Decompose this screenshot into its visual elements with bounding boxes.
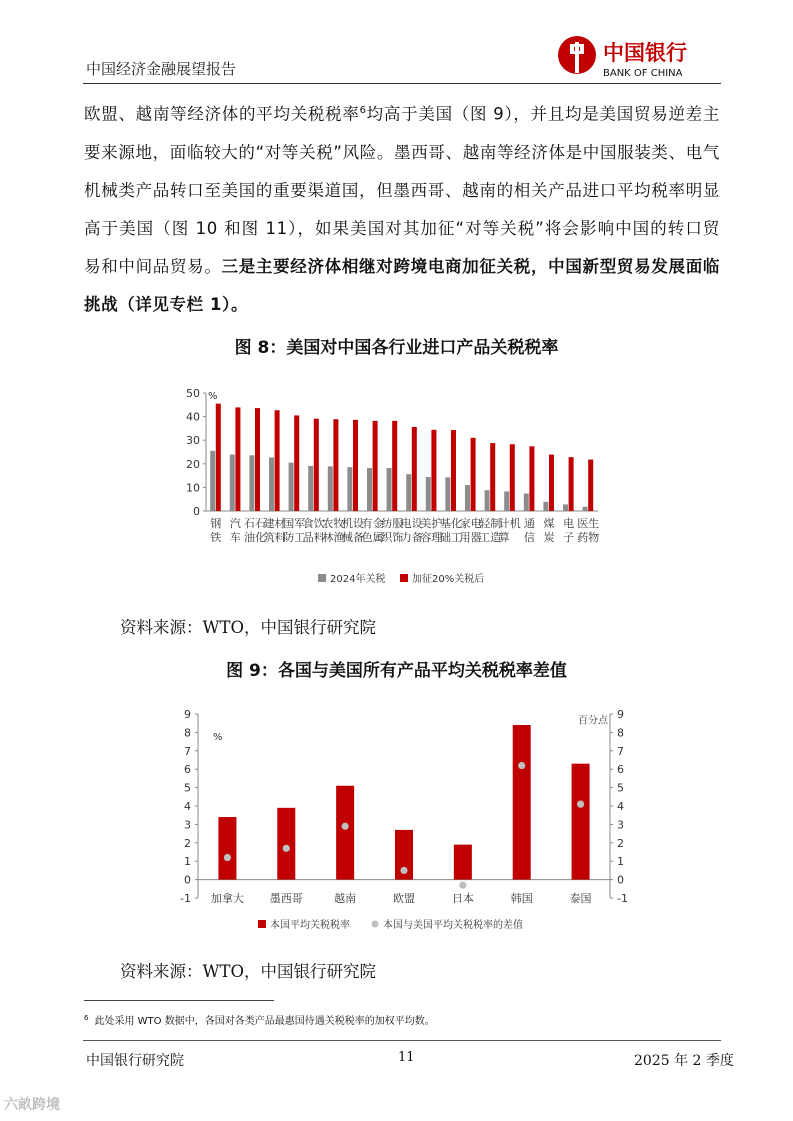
bar-tariff-plus20 (235, 407, 240, 511)
x-tick-label-char: 防 (283, 531, 295, 544)
right-y-tick-label: -1 (617, 892, 628, 905)
bar-tariff-plus20 (529, 446, 534, 511)
x-tick-label-char: 工 (451, 531, 462, 544)
logo-chinese-text: 中国银行 (603, 41, 687, 65)
bar-tariff-2024 (249, 455, 254, 511)
x-tick-label-char: 化 (451, 517, 462, 530)
bar-tariff-plus20 (412, 427, 417, 511)
bar-tariff-2024 (387, 468, 392, 511)
left-y-tick-label: 6 (184, 763, 191, 777)
left-y-tick-label: 8 (184, 726, 191, 740)
x-tick-label-char: 基 (440, 517, 451, 530)
figure9-title: 图 9：各国与美国所有产品平均关税税率差值 (226, 661, 567, 681)
x-tick-label-char: 护 (431, 517, 443, 530)
x-tick-label-char: 林 (322, 531, 334, 544)
bar-tariff-plus20 (294, 415, 299, 511)
page-number: 11 (398, 1050, 415, 1065)
bank-of-china-logo (553, 32, 713, 82)
x-tick-label-char: 制 (490, 517, 502, 530)
x-tick-label-char: 织 (381, 531, 393, 544)
bar-tariff-2024 (524, 494, 529, 511)
logo-english-text: BANK OF CHINA (603, 68, 683, 79)
x-tick-label-char: 轻 (479, 517, 491, 530)
left-y-tick-label: 0 (184, 873, 191, 887)
x-tick-label-char: 国 (283, 517, 295, 530)
bar-tariff-plus20 (275, 410, 280, 511)
legend-label: 加征20%关税后 (412, 574, 485, 585)
x-tick-label-char: 纺 (381, 517, 393, 530)
marker-tariff-difference (283, 845, 290, 852)
x-tick-label-char: 电 (470, 517, 482, 530)
left-y-tick-label: 1 (184, 855, 191, 869)
x-tick-label-char: 备 (411, 531, 423, 544)
x-tick-label-char: 材 (274, 517, 286, 530)
x-tick-label-char: 钢 (210, 517, 222, 530)
right-y-tick-label: 8 (617, 726, 624, 740)
bar-tariff-plus20 (588, 460, 593, 511)
x-tick-label-char: 炭 (543, 531, 555, 544)
x-tick-label-char: 医 (577, 517, 589, 530)
bar-tariff-plus20 (510, 444, 515, 511)
footnote (84, 1012, 435, 1027)
left-y-tick-label: 9 (184, 708, 191, 721)
bar-tariff-plus20 (549, 455, 554, 511)
x-tick-label-char: 电 (563, 517, 575, 530)
bar-tariff-plus20 (333, 419, 338, 511)
x-tick-label: 欧盟 (393, 892, 415, 905)
footnote-mark: 6 (84, 1013, 89, 1022)
bar-tariff-plus20 (216, 404, 221, 511)
bar-tariff-plus20 (314, 419, 319, 511)
bar-tariff-2024 (347, 467, 352, 511)
paragraph-text-b: 均高于美国（图 9），并且均是美国贸易逆差主要来源地，面临较大的“对等关税”风险。墨西哥、越南等经济体是中国服装类、电气机械类产品转口至美国的重要渠道国，但墨西哥、越南的相关产品进口平均税率明显高于美国（图 10 和图 11），如果美国对其加征“对等关税”将会影响中国的转口贸易和中间品贸易。 (84, 104, 720, 276)
x-tick-label-char: 药 (577, 531, 589, 544)
bar-tariff-plus20 (569, 457, 574, 511)
bar-tariff-2024 (445, 477, 450, 511)
x-tick-label-char: 汽 (229, 517, 241, 530)
left-y-tick-label: 5 (184, 781, 191, 795)
legend-swatch (400, 574, 408, 582)
x-tick-label: 日本 (451, 892, 474, 905)
x-tick-label-char: 工 (294, 531, 306, 544)
footnote-text: 此处采用 WTO 数据中，各国对各类产品最惠国待遇关税税率的加权平均数。 (94, 1016, 435, 1027)
legend-label-marker: 本国与美国平均关税税率的差值 (383, 920, 523, 931)
x-tick-label-char: 车 (229, 531, 241, 544)
x-tick-label-char: 子 (563, 531, 575, 544)
bar-average-tariff (572, 764, 590, 880)
right-y-tick-label: 2 (617, 836, 624, 850)
x-tick-label-char: 军 (294, 517, 306, 530)
bar-tariff-plus20 (471, 438, 476, 511)
x-tick-label-char: 牧 (333, 517, 345, 530)
x-tick-label-char: 械 (342, 531, 353, 544)
bar-tariff-2024 (563, 504, 568, 511)
x-tick-label-char: 料 (313, 531, 325, 544)
footnote-rule (84, 1000, 274, 1001)
left-unit-label: % (213, 732, 223, 744)
marker-tariff-difference (459, 882, 466, 889)
bar-tariff-2024 (210, 451, 215, 511)
x-tick-label: 韩国 (510, 892, 533, 905)
x-tick-label-char: 食 (302, 517, 314, 530)
x-tick-label-char: 物 (588, 531, 600, 544)
footer-period: 2025 年 2 季度 (634, 1053, 734, 1069)
bar-tariff-2024 (504, 491, 509, 511)
bar-tariff-2024 (328, 466, 333, 511)
left-y-tick-label: -1 (180, 892, 191, 905)
marker-tariff-difference (224, 854, 231, 861)
x-tick-label-char: 机 (342, 517, 353, 530)
figure8-chart (170, 383, 610, 595)
bar-average-tariff (513, 725, 531, 880)
bar-tariff-2024 (406, 474, 411, 511)
x-tick-label-char: 家 (459, 517, 471, 530)
marker-tariff-difference (577, 801, 584, 808)
right-unit-label: 百分点 (578, 715, 608, 727)
bar-average-tariff (336, 786, 354, 880)
bar-tariff-plus20 (490, 443, 495, 511)
figure9-source: 资料来源：WTO，中国银行研究院 (120, 962, 376, 981)
body-paragraph (84, 92, 720, 324)
footer-institute: 中国银行研究院 (86, 1053, 184, 1069)
paragraph-text-a: 欧盟、越南等经济体的平均关税税率 (84, 104, 360, 124)
y-tick-label: 40 (186, 410, 200, 424)
footnote-reference[interactable]: 6 (359, 105, 367, 116)
paragraph-bold-text: 三是主要经济体相继对跨境电商加征关税，中国新型贸易发展面临挑战（详见专栏 1）。 (84, 256, 720, 314)
x-tick-label-char: 工 (479, 531, 491, 544)
right-y-tick-label: 1 (617, 855, 624, 869)
bar-tariff-2024 (465, 485, 470, 511)
x-tick-label-char: 有 (361, 517, 373, 530)
figure8-title: 图 8：美国对中国各行业进口产品关税税率 (234, 338, 559, 358)
bar-tariff-2024 (269, 457, 274, 511)
x-tick-label-char: 料 (274, 531, 286, 544)
left-y-tick-label: 3 (184, 818, 191, 832)
x-tick-label-char: 美 (420, 517, 432, 530)
x-tick-label-char: 石 (244, 517, 255, 530)
x-tick-label-char: 用 (459, 531, 471, 544)
x-tick-label-char: 农 (322, 517, 334, 530)
bar-tariff-plus20 (255, 408, 260, 511)
legend-swatch (318, 574, 326, 582)
x-tick-label-char: 渔 (333, 531, 345, 544)
left-y-tick-label: 2 (184, 836, 191, 850)
x-tick-label-char: 生 (588, 517, 600, 530)
marker-tariff-difference (400, 867, 407, 874)
y-tick-label: 10 (186, 481, 200, 495)
footer-rule (83, 1040, 721, 1041)
x-tick-label-char: 煤 (543, 517, 555, 530)
x-tick-label-char: 备 (353, 531, 364, 544)
x-tick-label-char: 机 (509, 517, 521, 530)
x-tick-label-char: 计 (498, 517, 510, 530)
bar-tariff-plus20 (451, 430, 456, 511)
marker-tariff-difference (342, 823, 349, 830)
x-tick-label-char: 设 (353, 517, 364, 530)
bar-tariff-plus20 (373, 421, 378, 511)
y-tick-label: 0 (193, 505, 200, 518)
x-tick-label-char: 铁 (210, 531, 222, 544)
unit-label: % (208, 391, 218, 402)
x-tick-label: 加拿大 (210, 892, 244, 905)
x-tick-label-char: 筑 (263, 531, 275, 544)
x-tick-label-char: 品 (302, 531, 314, 544)
bar-tariff-2024 (583, 507, 588, 511)
x-tick-label: 越南 (334, 892, 357, 905)
x-tick-label-char: 饰 (392, 531, 404, 544)
report-title: 中国经济金融展望报告 (86, 60, 237, 78)
x-tick-label-char: 算 (498, 531, 510, 544)
bar-tariff-2024 (308, 466, 313, 511)
x-tick-label-char: 理 (431, 531, 443, 544)
x-tick-label-char: 色 (361, 531, 373, 544)
bar-tariff-2024 (485, 490, 490, 511)
x-tick-label-char: 础 (440, 531, 451, 544)
x-tick-label-char: 信 (523, 531, 535, 544)
bar-tariff-2024 (230, 455, 235, 511)
y-tick-label: 50 (186, 387, 200, 400)
right-y-tick-label: 5 (617, 781, 624, 795)
x-tick-label-char: 器 (470, 531, 482, 544)
x-tick-label-char: 通 (523, 517, 535, 530)
x-tick-label-char: 电 (400, 517, 412, 530)
right-y-tick-label: 3 (617, 818, 624, 832)
legend-swatch-marker (372, 921, 379, 928)
x-tick-label-char: 属 (372, 531, 384, 544)
left-y-tick-label: 7 (184, 744, 191, 758)
bar-tariff-2024 (543, 502, 548, 511)
x-tick-label: 泰国 (569, 892, 592, 905)
bar-average-tariff (218, 817, 236, 880)
left-y-tick-label: 4 (184, 800, 191, 813)
header-rule (83, 83, 721, 84)
x-tick-label-char: 力 (400, 531, 412, 544)
x-tick-label-char: 石 (255, 517, 266, 530)
x-tick-label-char: 金 (372, 517, 384, 530)
bar-tariff-2024 (289, 463, 294, 511)
right-y-tick-label: 0 (617, 873, 624, 887)
x-tick-label-char: 造 (490, 531, 502, 544)
x-tick-label-char: 设 (411, 517, 423, 530)
bar-tariff-2024 (426, 477, 431, 511)
marker-tariff-difference (518, 762, 525, 769)
x-tick-label-char: 建 (263, 517, 275, 530)
bar-average-tariff (277, 808, 295, 880)
legend-label: 2024年关税 (330, 574, 386, 585)
bar-tariff-plus20 (353, 420, 358, 511)
figure9-chart (170, 706, 640, 938)
legend-label-bar: 本国平均关税税率 (270, 920, 350, 931)
x-tick-label-char: 油 (244, 531, 255, 544)
y-tick-label: 20 (186, 457, 200, 471)
x-tick-label-char: 容 (420, 531, 432, 544)
watermark: 六畝跨境 (4, 1097, 60, 1113)
x-tick-label-char: 服 (392, 517, 404, 530)
right-y-tick-label: 4 (617, 800, 624, 813)
y-tick-label: 30 (186, 434, 200, 448)
right-y-tick-label: 9 (617, 708, 624, 721)
legend-swatch-bar (258, 920, 266, 928)
bar-tariff-2024 (367, 468, 372, 511)
bar-average-tariff (454, 845, 472, 880)
bar-tariff-plus20 (431, 430, 436, 511)
figure8-source: 资料来源：WTO，中国银行研究院 (120, 618, 376, 637)
x-tick-label-char: 化 (255, 531, 266, 544)
right-y-tick-label: 6 (617, 763, 624, 777)
x-tick-label: 墨西哥 (269, 892, 303, 905)
right-y-tick-label: 7 (617, 744, 624, 758)
x-tick-label-char: 饮 (313, 517, 325, 530)
bar-tariff-plus20 (392, 421, 397, 511)
